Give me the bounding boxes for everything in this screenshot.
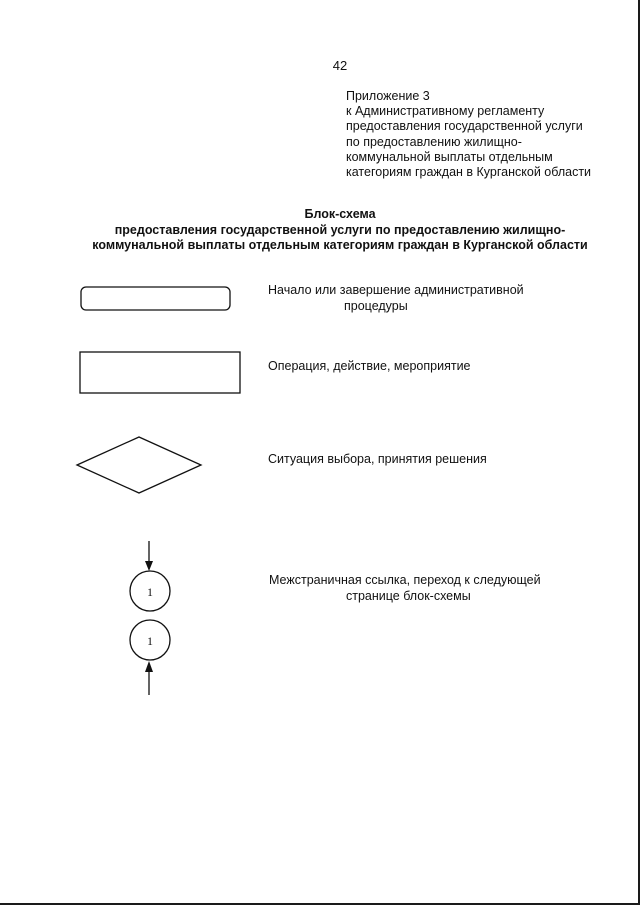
appendix-line: к Административному регламенту — [346, 104, 545, 119]
legend-text-line: Ситуация выбора, принятия решения — [268, 452, 487, 466]
legend-process-text — [268, 358, 568, 374]
legend-decision-text — [268, 451, 568, 467]
arrowhead-up-icon — [145, 661, 153, 672]
legend-text-line: Межстраничная ссылка, переход к следующей — [269, 573, 541, 587]
connector-label-top: 1 — [147, 585, 153, 599]
heading-title: Блок-схема — [304, 207, 376, 221]
appendix-line: Приложение 3 — [346, 89, 430, 103]
appendix-line: коммунальной выплаты отдельным — [346, 149, 553, 164]
decision-shape — [77, 437, 201, 493]
legend-terminator-text — [268, 282, 568, 314]
legend-connector-text — [269, 572, 579, 604]
page-number: 42 — [332, 58, 348, 73]
arrowhead-down-icon — [145, 561, 153, 571]
legend-text-line: Начало или завершение административной — [268, 283, 524, 297]
appendix-line: предоставления государственной услуги — [346, 119, 583, 134]
connector-label-bottom: 1 — [147, 634, 153, 648]
legend-text-line: Операция, действие, мероприятие — [268, 359, 471, 373]
appendix-line: категориям граждан в Курганской области — [346, 165, 592, 180]
legend-text-line: странице блок-схемы — [346, 589, 471, 603]
heading-subtitle-line: предоставления государственной услуги по предоставлению жилищно- — [114, 222, 566, 237]
appendix-line: по предоставлению жилищно- — [346, 134, 522, 149]
process-shape — [80, 352, 240, 393]
legend-text-line: процедуры — [344, 299, 408, 313]
terminator-shape — [81, 287, 230, 310]
heading-subtitle-line: коммунальной выплаты отдельным категориям граждан в Курганской области — [92, 238, 588, 252]
